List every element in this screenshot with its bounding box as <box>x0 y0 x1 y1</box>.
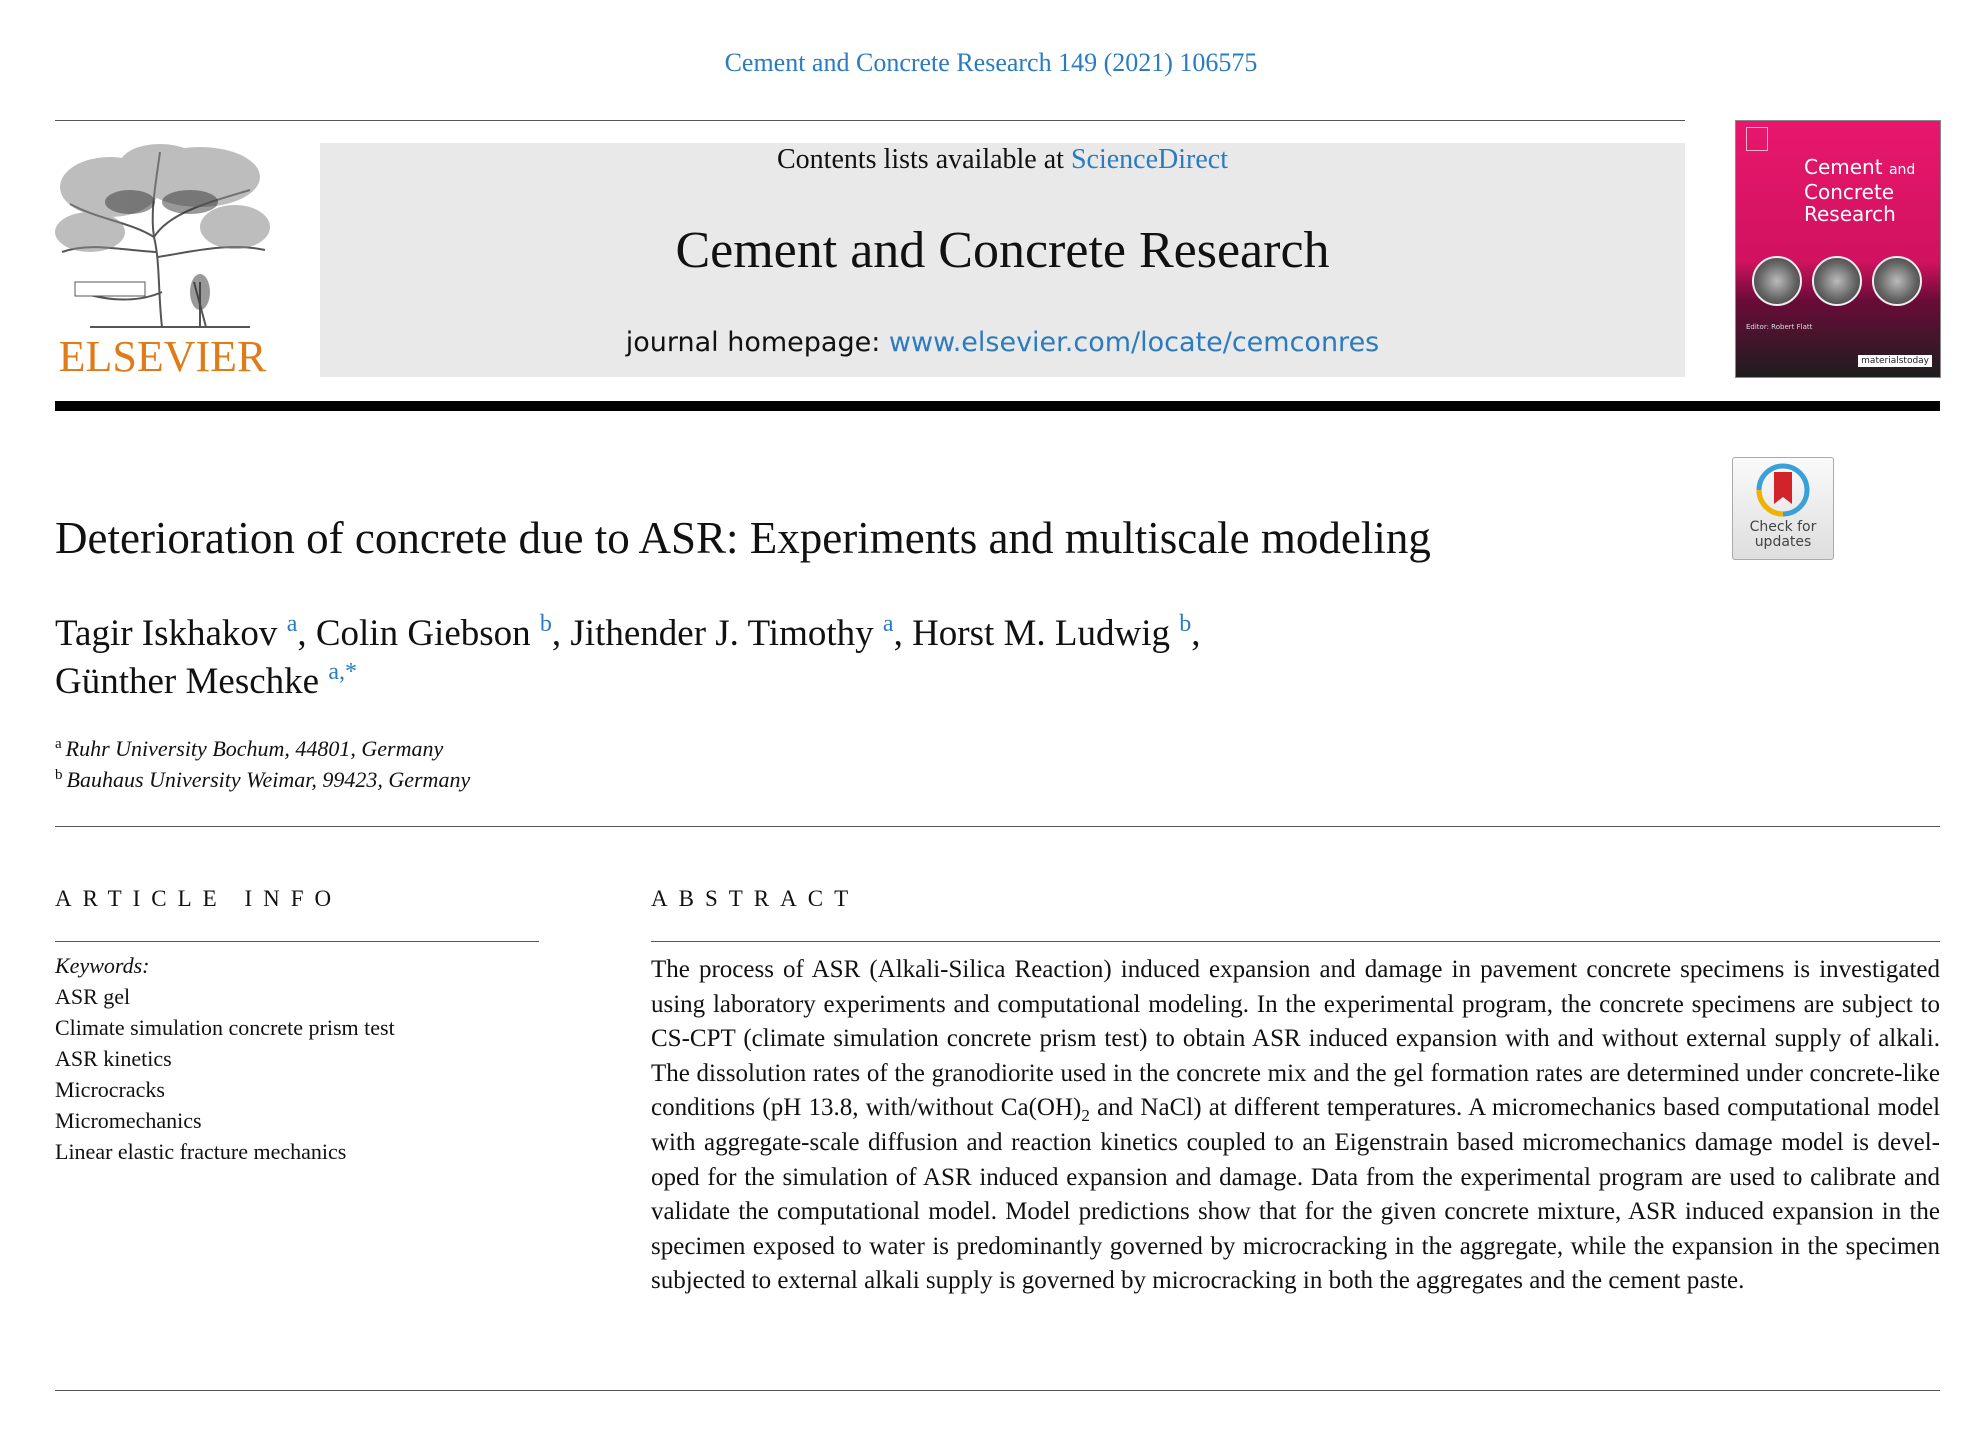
author-affiliation-mark[interactable]: a <box>882 611 894 637</box>
journal-homepage <box>320 327 1685 358</box>
affiliation-item <box>55 733 470 764</box>
author-name[interactable]: Günther Meschke <box>55 661 320 702</box>
author-affiliation-mark[interactable]: b <box>1179 611 1192 637</box>
abstract-text <box>651 953 1940 1299</box>
keyword-item: ASR kinetics <box>55 1046 172 1071</box>
cover-image-icon <box>1752 256 1802 306</box>
affiliation-mark: a <box>55 736 62 752</box>
author-affiliation-mark[interactable]: a,* <box>328 659 357 685</box>
keyword-item: Microcracks <box>55 1077 165 1102</box>
article-info-divider <box>55 941 539 942</box>
affiliation-divider <box>55 826 1940 827</box>
abstract-divider <box>651 941 1940 942</box>
affiliation-mark: b <box>55 767 63 783</box>
cover-images <box>1752 256 1932 306</box>
contents-line <box>320 143 1685 177</box>
keywords-list <box>55 950 395 1167</box>
author-separator: , <box>551 613 571 654</box>
affiliation-text: Bauhaus University Weimar, 99423, Germany <box>66 767 471 792</box>
author-name[interactable]: Colin Giebson <box>315 613 531 654</box>
author-name[interactable]: Jithender J. Timothy <box>570 613 874 654</box>
author-separator: , <box>1191 613 1201 654</box>
abstract-part1: The process of ASR (Alkali-Silica Reaction) induced expansion and damage in pavement concrete specimens is investigated using laboratory experiments and computational modeling. In the experimental program, the concrete specimens are subject to CS-CPT (climate simulation concrete prism test) to obtain ASR induced expansion with and without external supply of alkali. The dissolution rates of the granodiorite used in the concrete mix and the gel formation rates are determined under concrete-like conditions (pH 13.8, with/without Ca(OH) <box>651 956 1940 1122</box>
cover-brand: materialstoday <box>1858 355 1932 367</box>
author-affiliation-mark[interactable]: a <box>286 611 298 637</box>
cover-elsevier-icon <box>1746 127 1768 151</box>
check-updates-label <box>1733 520 1833 550</box>
keyword-item: Micromechanics <box>55 1108 202 1133</box>
keywords-label: Keywords: <box>55 953 150 978</box>
cover-line1-small: and <box>1888 162 1916 178</box>
affiliation-item <box>55 764 470 795</box>
cover-image-icon <box>1872 256 1922 306</box>
check-updates-icon <box>1733 458 1833 520</box>
check-for-updates-button[interactable] <box>1732 457 1834 560</box>
abstract-part2: and NaCl) at different temperatures. A micromechanics based computational model with aggregate-scale diffusion and reaction kinetics coupled to an Eigenstrain based micromechanics damage model is developed for the simulation of ASR induced expansion and damage. Data from the experimental program are used to calibrate and validate the computational model. Model predictions show that for the given concrete mixture, ASR induced expansion in the specimen exposed to water is predominantly governed by microcracking in the aggregate, while the expansion in the specimen subjected to external alkali supply is governed by microcracking in both the aggregates and the cement paste. <box>651 1094 1941 1295</box>
article-info-heading: ARTICLE INFO <box>55 886 343 911</box>
cover-title <box>1804 156 1915 225</box>
keyword-item: Linear elastic fracture mechanics <box>55 1139 347 1164</box>
cover-line1: Cement <box>1804 155 1883 179</box>
publisher-name: ELSEVIER <box>58 332 267 381</box>
elsevier-logo[interactable] <box>50 142 275 382</box>
cover-line3: Research <box>1804 202 1896 226</box>
journal-banner <box>320 143 1685 377</box>
cover-editor: Editor: Robert Flatt <box>1746 323 1813 331</box>
journal-citation[interactable]: Cement and Concrete Research 149 (2021) 106575 <box>724 48 1258 77</box>
homepage-link[interactable]: www.elsevier.com/locate/cemconres <box>888 327 1380 358</box>
author-name[interactable]: Horst M. Ludwig <box>912 613 1171 654</box>
header-thick-divider <box>55 401 1940 411</box>
author-list <box>55 610 1695 706</box>
author-name[interactable]: Tagir Iskhakov <box>55 613 278 654</box>
abstract-heading: ABSTRACT <box>651 886 860 911</box>
author-separator: , <box>297 613 316 654</box>
abstract-subscript: 2 <box>1081 1106 1090 1126</box>
author-separator: , <box>893 613 913 654</box>
affiliation-text: Ruhr University Bochum, 44801, Germany <box>65 736 444 761</box>
cover-line2: Concrete <box>1804 180 1895 204</box>
elsevier-tree-icon <box>50 142 275 332</box>
cover-image-icon <box>1812 256 1862 306</box>
affiliations <box>55 733 470 795</box>
keyword-item: Climate simulation concrete prism test <box>55 1015 395 1040</box>
abstract-bottom-divider <box>55 1390 1940 1391</box>
header-divider <box>55 120 1685 121</box>
keyword-item: ASR gel <box>55 984 131 1009</box>
author-affiliation-mark[interactable]: b <box>539 611 552 637</box>
article-title: Deterioration of concrete due to ASR: Experiments and multiscale modeling <box>55 513 1431 563</box>
homepage-prefix: journal homepage: <box>625 327 889 358</box>
check-updates-line2: updates <box>1754 534 1812 550</box>
journal-title: Cement and Concrete Research <box>675 222 1330 279</box>
journal-cover[interactable] <box>1735 120 1941 378</box>
sciencedirect-link[interactable]: ScienceDirect <box>1070 144 1228 175</box>
check-updates-line1: Check for <box>1749 519 1817 535</box>
contents-prefix: Contents lists available at <box>777 144 1071 175</box>
